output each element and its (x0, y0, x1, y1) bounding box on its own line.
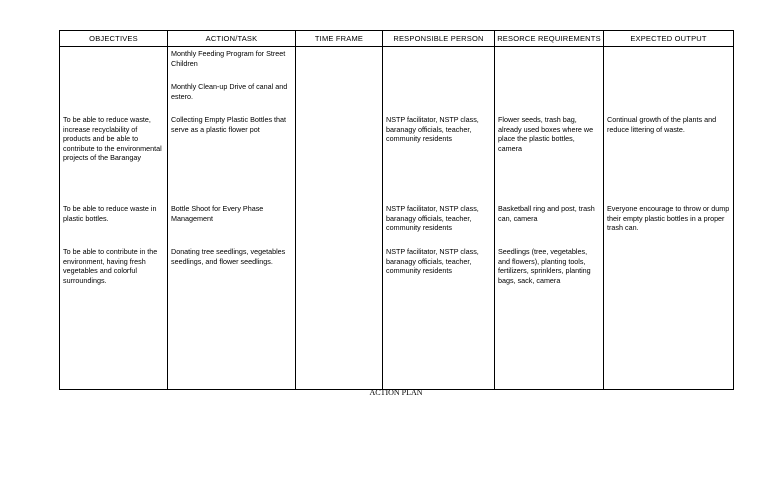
action-text: Monthly Clean-up Drive of canal and estero. (171, 82, 288, 101)
action-text: Monthly Feeding Program for Street Children (171, 49, 286, 68)
objectives-cell (60, 47, 168, 390)
responsible-text: NSTP facilitator, NSTP class, baranagy officials, teacher, community residents (386, 115, 479, 144)
output-text: Continual growth of the plants and reduce littering of waste. (607, 115, 717, 134)
time-frame-cell (296, 47, 383, 390)
resource-text: Seedlings (tree, vegetables, and flowers), planting tools, fertilizers, sprinklers, planting bags, sack, camera (498, 247, 591, 285)
action-text: Donating tree seedlings, vegetables seedlings, and flower seedlings. (171, 247, 286, 266)
page-caption: ACTION PLAN (369, 388, 423, 397)
header-objectives: OBJECTIVES (60, 31, 168, 47)
header-row (60, 31, 734, 47)
objective-text: To be able to contribute in the environment, having fresh vegetables and colorful surroundings. (63, 247, 158, 285)
responsible-person-cell (383, 47, 495, 390)
objective-text: To be able to reduce waste, increase recyclability of products and be able to contribute to the environmental projects of the Barangay (63, 115, 162, 163)
responsible-text: NSTP facilitator, NSTP class, baranagy officials, teacher, community residents (386, 247, 479, 276)
responsible-text: NSTP facilitator, NSTP class, baranagy officials, teacher, community residents (386, 204, 479, 233)
action-text: Collecting Empty Plastic Bottles that serve as a plastic flower pot (171, 115, 287, 134)
resource-text: Basketball ring and post, trash can, camera (498, 204, 595, 223)
action-plan-table (59, 30, 734, 390)
objective-text: To be able to reduce waste in plastic bottles. (63, 204, 157, 223)
header-action-task: ACTION/TASK (168, 31, 296, 47)
resource-requirements-cell (495, 47, 604, 390)
header-time-frame: TIME FRAME (296, 31, 383, 47)
action-task-cell (168, 47, 296, 390)
expected-output-cell (604, 47, 734, 390)
table-row (60, 47, 734, 390)
resource-text: Flower seeds, trash bag, already used boxes where we place the plastic bottles, camera (498, 115, 594, 153)
output-text: Everyone encourage to throw or dump their empty plastic bottles in a proper trash can. (607, 204, 730, 233)
header-expected-output: EXPECTED OUTPUT (604, 31, 734, 47)
header-responsible-person: RESPONSIBLE PERSON (383, 31, 495, 47)
header-resource-requirements: RESORCE REQUIREMENTS (495, 31, 604, 47)
action-text: Bottle Shoot for Every Phase Management (171, 204, 264, 223)
